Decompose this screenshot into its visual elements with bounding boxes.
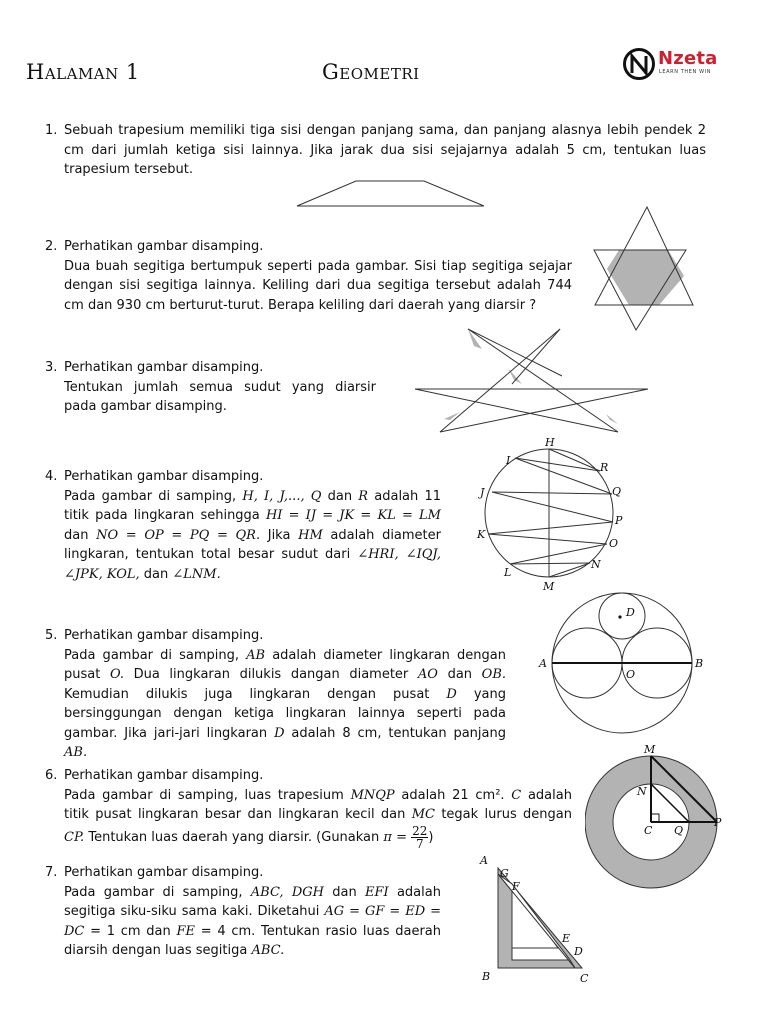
overlapping-triangles-figure xyxy=(588,202,698,332)
point-label: R xyxy=(600,461,609,474)
problem-number: 4. xyxy=(45,469,58,484)
point-label: K xyxy=(477,528,486,541)
problem-text xyxy=(64,487,441,585)
problem-text xyxy=(64,883,441,961)
math-expression: C xyxy=(511,787,522,803)
point-label: M xyxy=(644,743,656,756)
point-label: O xyxy=(609,537,619,550)
text-fragment: = 1 cm dan xyxy=(90,923,171,939)
problem-5 xyxy=(45,626,507,763)
text-fragment: adalah 21 cm². xyxy=(401,787,512,803)
problem-text: Dua buah segitiga bertumpuk seperti pada gambar. Sisi tiap segitiga sejajar dengan sisi segitiga lainnya. Keliling dari dua segitiga tersebut adalah 744 cm dan 930 cm berturut-turut. Berapa keliling dari daerah yang diarsir ? xyxy=(64,258,572,313)
math-expression: ∠HRI, ∠IQJ, ∠JPK, KOL, xyxy=(64,547,441,582)
problem-number: 2. xyxy=(45,239,58,254)
problem-text: Sebuah trapesium memiliki tiga sisi dengan panjang sama, dan panjang alasnya lebih pendek 2 cm dari jumlah ketiga sisi lainnya. Jika jarak dua sisi sejajarnya adalah 5 cm, tentukan luas trapesium tersebut. xyxy=(64,123,706,177)
problem-intro: Perhatikan gambar disamping. xyxy=(64,239,264,254)
point-label: G xyxy=(500,867,509,880)
point-label: F xyxy=(512,880,520,893)
math-expression: AB xyxy=(246,647,266,663)
text-fragment: Pada gambar di samping, xyxy=(64,488,237,504)
text-fragment: ) xyxy=(428,829,434,845)
problem-7 xyxy=(45,863,441,961)
text-fragment: adalah diameter lingkaran dengan pusat xyxy=(64,647,506,682)
point-label: N xyxy=(591,558,601,571)
math-expression: π = xyxy=(383,829,407,845)
text-fragment: tegak lurus dengan xyxy=(441,807,572,822)
trapezoid-figure xyxy=(290,176,490,212)
problem-3 xyxy=(45,358,376,417)
math-expression: R xyxy=(358,488,369,504)
problem-intro: Perhatikan gambar disamping. xyxy=(64,768,264,783)
text-fragment: Pada gambar di samping, xyxy=(64,647,240,663)
logo-text: Nzeta xyxy=(658,48,718,69)
math-expression: ABC, DGH xyxy=(250,884,324,900)
math-expression: ∠LNM. xyxy=(172,566,221,582)
point-label: E xyxy=(562,932,571,945)
text-fragment: Pada gambar di samping, xyxy=(64,884,243,900)
text-fragment: Dua lingkaran dilukis dangan diameter xyxy=(133,667,409,682)
point-label: A xyxy=(539,657,547,670)
math-expression: HM xyxy=(298,527,323,543)
logo-mark-icon xyxy=(622,47,658,83)
problem-text xyxy=(64,646,506,763)
text-fragment: yang bersinggungan dengan ketiga lingkaran lainnya seperti pada gambar. Jika jari-jari lingkaran xyxy=(64,686,507,741)
math-expression: MC xyxy=(411,807,435,822)
problem-6 xyxy=(45,766,572,851)
text-fragment: dan xyxy=(64,527,89,543)
math-expression: ABC. xyxy=(251,943,285,958)
problem-number: 5. xyxy=(45,628,58,643)
point-label: H xyxy=(545,436,555,449)
problem-number: 7. xyxy=(45,865,58,880)
math-expression: HI = IJ = JK = KL = LM xyxy=(265,508,441,523)
text-fragment: = 4 cm. Tentukan rasio luas daerah diarsih dengan luas segitiga xyxy=(64,923,441,958)
math-expression: D xyxy=(274,725,285,741)
math-expression: NO = OP = PQ = QR. xyxy=(96,527,261,543)
problem-number: 1. xyxy=(45,123,58,138)
problem-number: 6. xyxy=(45,768,58,783)
text-fragment: dan xyxy=(447,667,473,682)
problem-intro: Perhatikan gambar disamping. xyxy=(64,469,264,484)
point-label: C xyxy=(580,972,589,985)
problem-number: 3. xyxy=(45,360,58,375)
tangent-circles-figure xyxy=(536,590,712,740)
problem-1 xyxy=(45,121,706,180)
point-label: M xyxy=(543,580,555,592)
point-label: I xyxy=(506,454,511,467)
point-label: O xyxy=(626,668,636,681)
text-fragment: adalah 11 titik pada lingkaran sehingga xyxy=(64,488,441,523)
page-title: Geometri xyxy=(322,60,420,84)
point-label: D xyxy=(626,606,635,619)
point-label: J xyxy=(480,486,485,499)
point-label: D xyxy=(574,945,583,958)
math-expression: AO xyxy=(417,667,438,682)
point-label: C xyxy=(644,824,653,837)
point-label: B xyxy=(695,657,704,670)
point-label: N xyxy=(637,785,647,798)
logo-tagline: LEARN THEN WIN xyxy=(659,69,712,75)
problem-text xyxy=(64,786,572,850)
text-fragment: adalah diameter lingkaran, tentukan total besar sudut dari xyxy=(64,527,441,562)
math-expression: EFI xyxy=(365,884,389,900)
text-fragment: dan xyxy=(143,566,169,582)
point-label: P xyxy=(615,514,623,527)
text-fragment: dan xyxy=(327,488,353,504)
point-label: Q xyxy=(612,485,622,498)
text-fragment: 22 xyxy=(412,823,428,838)
text-fragment: adalah segitiga siku-siku sama kaki. Diketahui xyxy=(64,884,441,919)
problem-intro: Perhatikan gambar disamping. xyxy=(64,360,264,375)
circle-chords-figure xyxy=(470,434,640,592)
point-label: Q xyxy=(674,824,684,837)
math-expression: MNQP xyxy=(350,787,395,803)
math-expression: AB. xyxy=(64,745,88,760)
annulus-figure xyxy=(585,742,735,894)
math-expression: CP. xyxy=(64,829,85,845)
text-fragment: Tentukan luas daerah yang diarsir. (Gunakan xyxy=(88,829,380,845)
text-fragment: 7 xyxy=(415,836,424,851)
math-expression: D xyxy=(446,686,457,702)
math-expression: FE xyxy=(176,923,195,939)
point-label: P xyxy=(714,816,722,829)
problem-text: Tentukan jumlah semua sudut yang diarsir pada gambar disamping. xyxy=(64,379,376,414)
page-number: Halaman 1 xyxy=(26,60,140,84)
problem-2 xyxy=(45,237,572,315)
brand-logo xyxy=(622,45,722,85)
point-label: L xyxy=(504,566,512,579)
problem-intro: Perhatikan gambar disamping. xyxy=(64,628,264,643)
math-expression: OB. xyxy=(481,667,507,682)
math-expression: H, I, J,..., Q xyxy=(242,488,322,504)
math-expression: O. xyxy=(109,667,124,682)
text-fragment: dan xyxy=(332,884,357,900)
text-fragment: Pada gambar di samping, luas trapesium xyxy=(64,787,344,803)
math-expression: AG = GF = ED = DC xyxy=(64,904,441,939)
text-fragment: adalah 8 cm, tentukan panjang xyxy=(291,725,506,741)
text-fragment: Jika xyxy=(267,527,291,543)
text-fragment: Kemudian dilukis juga lingkaran dengan pusat xyxy=(64,686,430,702)
nested-right-triangles-figure xyxy=(474,852,594,988)
problem-4 xyxy=(45,467,441,584)
point-label: A xyxy=(480,854,488,867)
point-label: B xyxy=(482,970,491,983)
problem-intro: Perhatikan gambar disamping. xyxy=(64,865,264,880)
text-fragment: adalah titik pusat lingkaran besar dan lingkaran kecil dan xyxy=(64,787,572,822)
star-figure xyxy=(410,324,650,436)
pi-fraction xyxy=(411,825,428,850)
